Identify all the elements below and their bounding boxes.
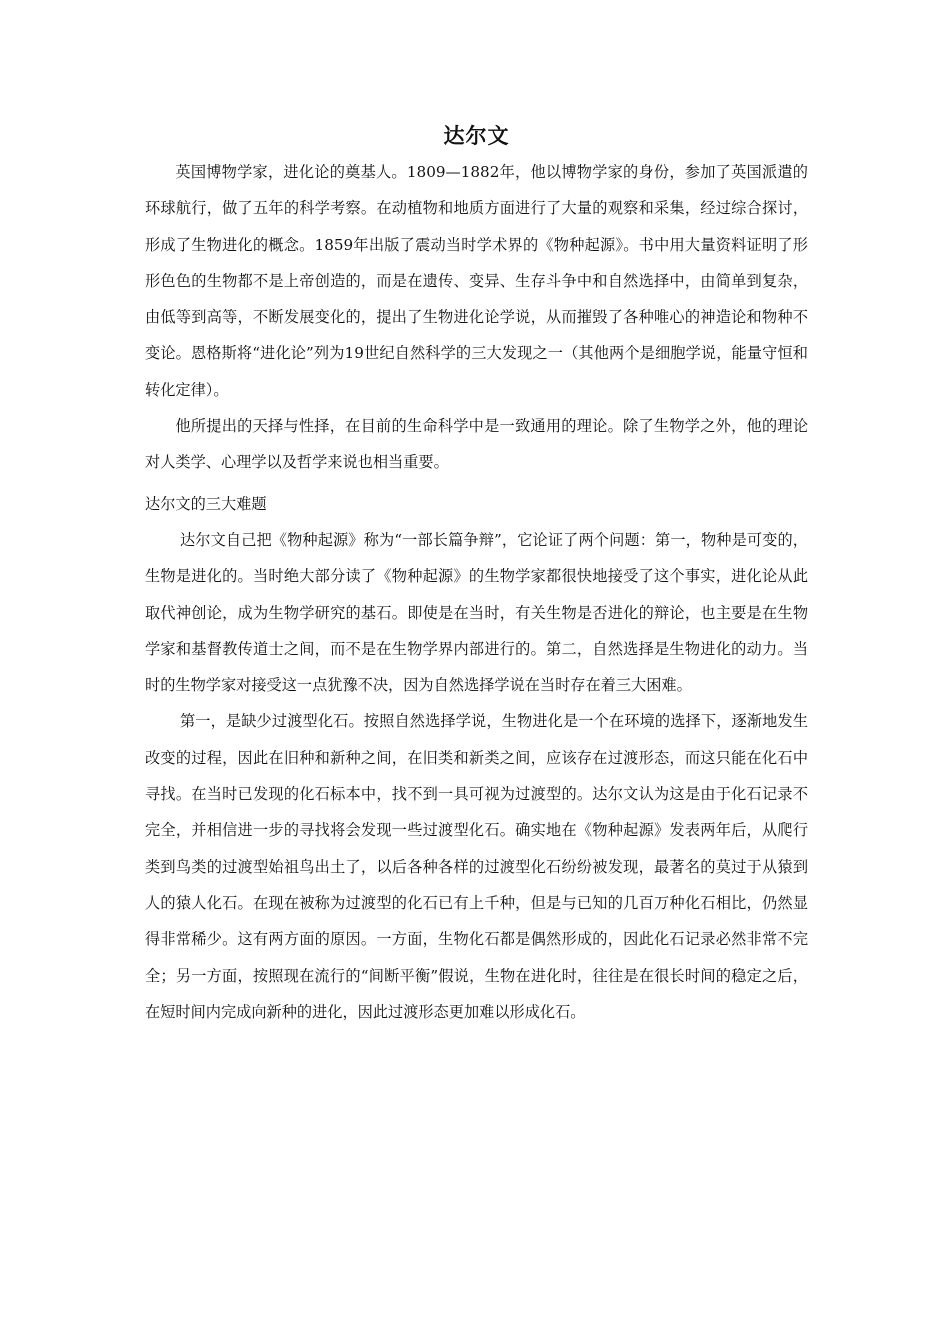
theory-paragraph: 他所提出的天择与性择，在目前的生命科学中是一致通用的理论。除了生物学之外，他的理论对人类学、心理学以及哲学来说也相当重要。 xyxy=(145,417,808,472)
fossil-paragraph: 第一，是缺少过渡型化石。按照自然选择学说，生物进化是一个在环境的选择下，逐渐地发生改变的过程，因此在旧种和新种之间，在旧类和新类之间，应该存在过渡形态，而这只能在化石中寻找。在当时已发现的化石标本中，找不到一具可视为过渡型的。达尔文认为这是由于化石记录不完全，并相信进一步的寻找将会发现一些过渡型化石。确实地在《物种起源》发表两年后，从爬行类到鸟类的过渡型始祖鸟出土了，以后各种各样的过渡型化石纷纷被发现，最著名的莫过于从猿到人的猿人化石。在现在被称为过渡型的化石已有上千种，但是与已知的几百万种化石相比，仍然显得非常稀少。这有两方面的原因。一方面，生物化石都是偶然形成的，因此化石记录必然非常不完全；另一方面，按照现在流行的“间断平衡”假说，生物在进化时，往往是在很长时间的稳定之后，在短时间内完成向新种的进化，因此过渡形态更加难以形成化石。 xyxy=(145,712,808,1021)
intro-paragraph: 英国博物学家，进化论的奠基人。1809—1882年，他以博物学家的身份，参加了英国派遣的环球航行，做了五年的科学考察。在动植物和地质方面进行了大量的观察和采集，经过综合探讨，形成了生物进化的概念。1859年出版了震动当时学术界的《物种起源》。书中用大量资料证明了形形色色的生物都不是上帝创造的，而是在遗传、变异、生存斗争中和自然选择中，由简单到复杂，由低等到高等，不断发展变化的，提出了生物进化论学说，从而摧毁了各种唯心的神造论和物种不变论。恩格斯将“进化论”列为19世纪自然科学的三大发现之一（其他两个是细胞学说，能量守恒和转化定律）。 xyxy=(145,163,808,399)
document-body xyxy=(145,118,808,1030)
document-title: 达尔文 xyxy=(443,123,510,148)
section-heading: 达尔文的三大难题 xyxy=(145,494,267,513)
problems-paragraph: 达尔文自己把《物种起源》称为“一部长篇争辩”，它论证了两个问题：第一，物种是可变的，生物是进化的。当时绝大部分读了《物种起源》的生物学家都很快地接受了这个事实，进化论从此取代神创论，成为生物学研究的基石。即使是在当时，有关生物是否进化的辩论，也主要是在生物学家和基督教传道士之间，而不是在生物学界内部进行的。第二，自然选择是生物进化的动力。当时的生物学家对接受这一点犹豫不决，因为自然选择学说在当时存在着三大困难。 xyxy=(145,530,808,695)
